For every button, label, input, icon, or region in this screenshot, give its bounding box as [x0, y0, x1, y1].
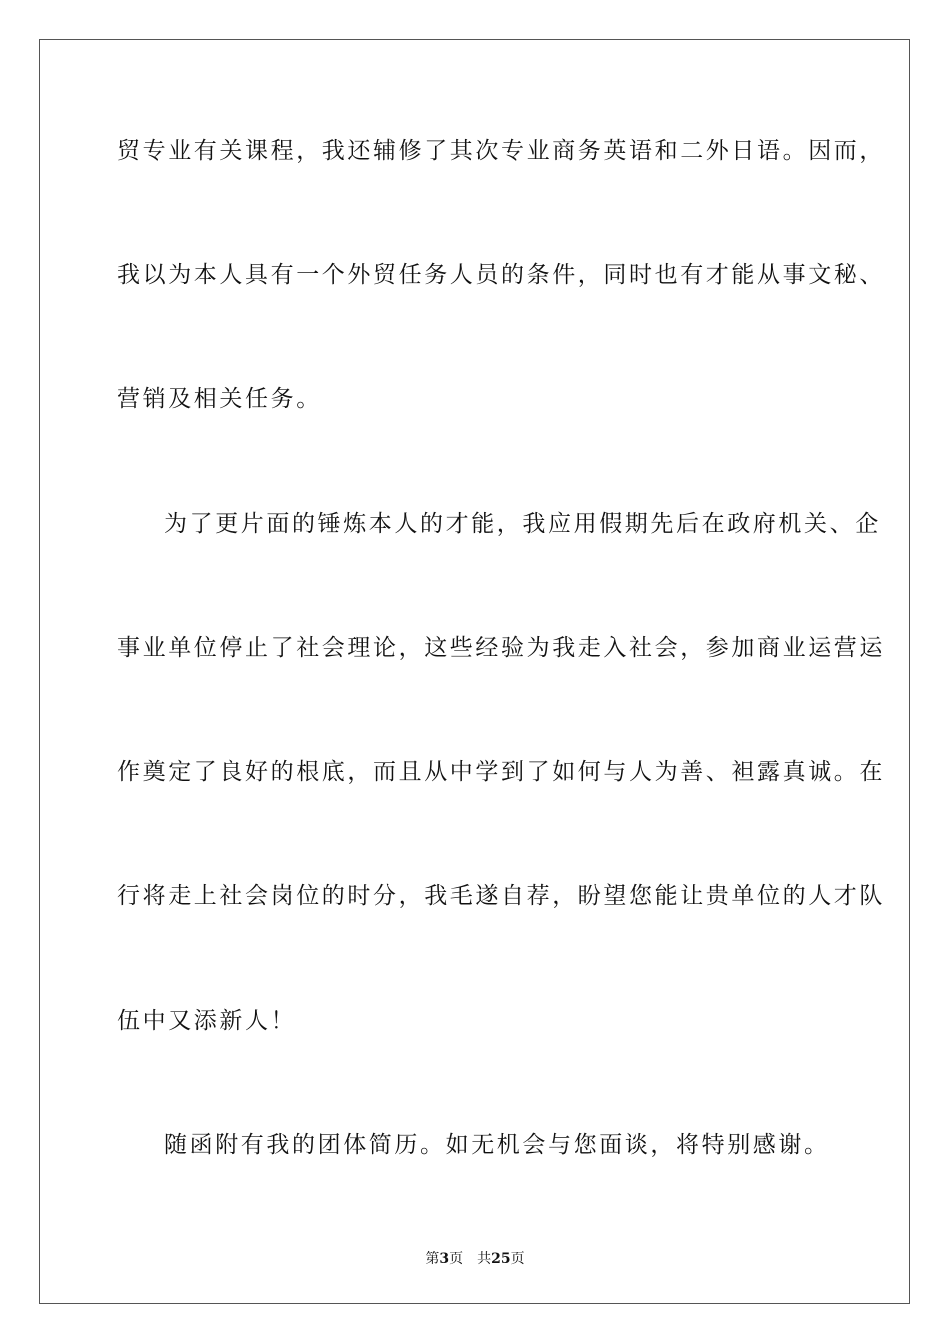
body-text-line-7: 行将走上社会岗位的时分，我毛遂自荐，盼望您能让贵单位的人才队 — [117, 883, 885, 909]
body-text-line-4: 为了更片面的锤炼本人的才能，我应用假期先后在政府机关、企 — [164, 511, 881, 537]
body-text-line-5: 事业单位停止了社会理论，这些经验为我走入社会，参加商业运营运 — [117, 635, 885, 661]
body-text-line-9: 随函附有我的团体简历。如无机会与您面谈，将特别感谢。 — [164, 1132, 830, 1158]
footer-page-suffix: 页 — [449, 1251, 464, 1267]
page-border — [39, 39, 910, 1304]
footer-page-prefix: 第 — [425, 1251, 440, 1267]
footer-page-number: 3 — [439, 1251, 450, 1267]
body-text-line-1: 贸专业有关课程，我还辅修了其次专业商务英语和二外日语。因而， — [117, 138, 885, 164]
footer-total-pages: 25 — [491, 1251, 511, 1267]
page-footer — [0, 1250, 950, 1268]
body-text-line-6: 作奠定了良好的根底，而且从中学到了如何与人为善、袒露真诚。在 — [117, 759, 885, 785]
body-text-line-8: 伍中又添新人！ — [117, 1008, 297, 1034]
footer-total-suffix: 页 — [510, 1251, 525, 1267]
body-text-line-2: 我以为本人具有一个外贸任务人员的条件，同时也有才能从事文秘、 — [117, 262, 885, 288]
footer-total-prefix: 共 — [477, 1251, 492, 1267]
body-text-line-3: 营销及相关任务。 — [117, 386, 322, 412]
